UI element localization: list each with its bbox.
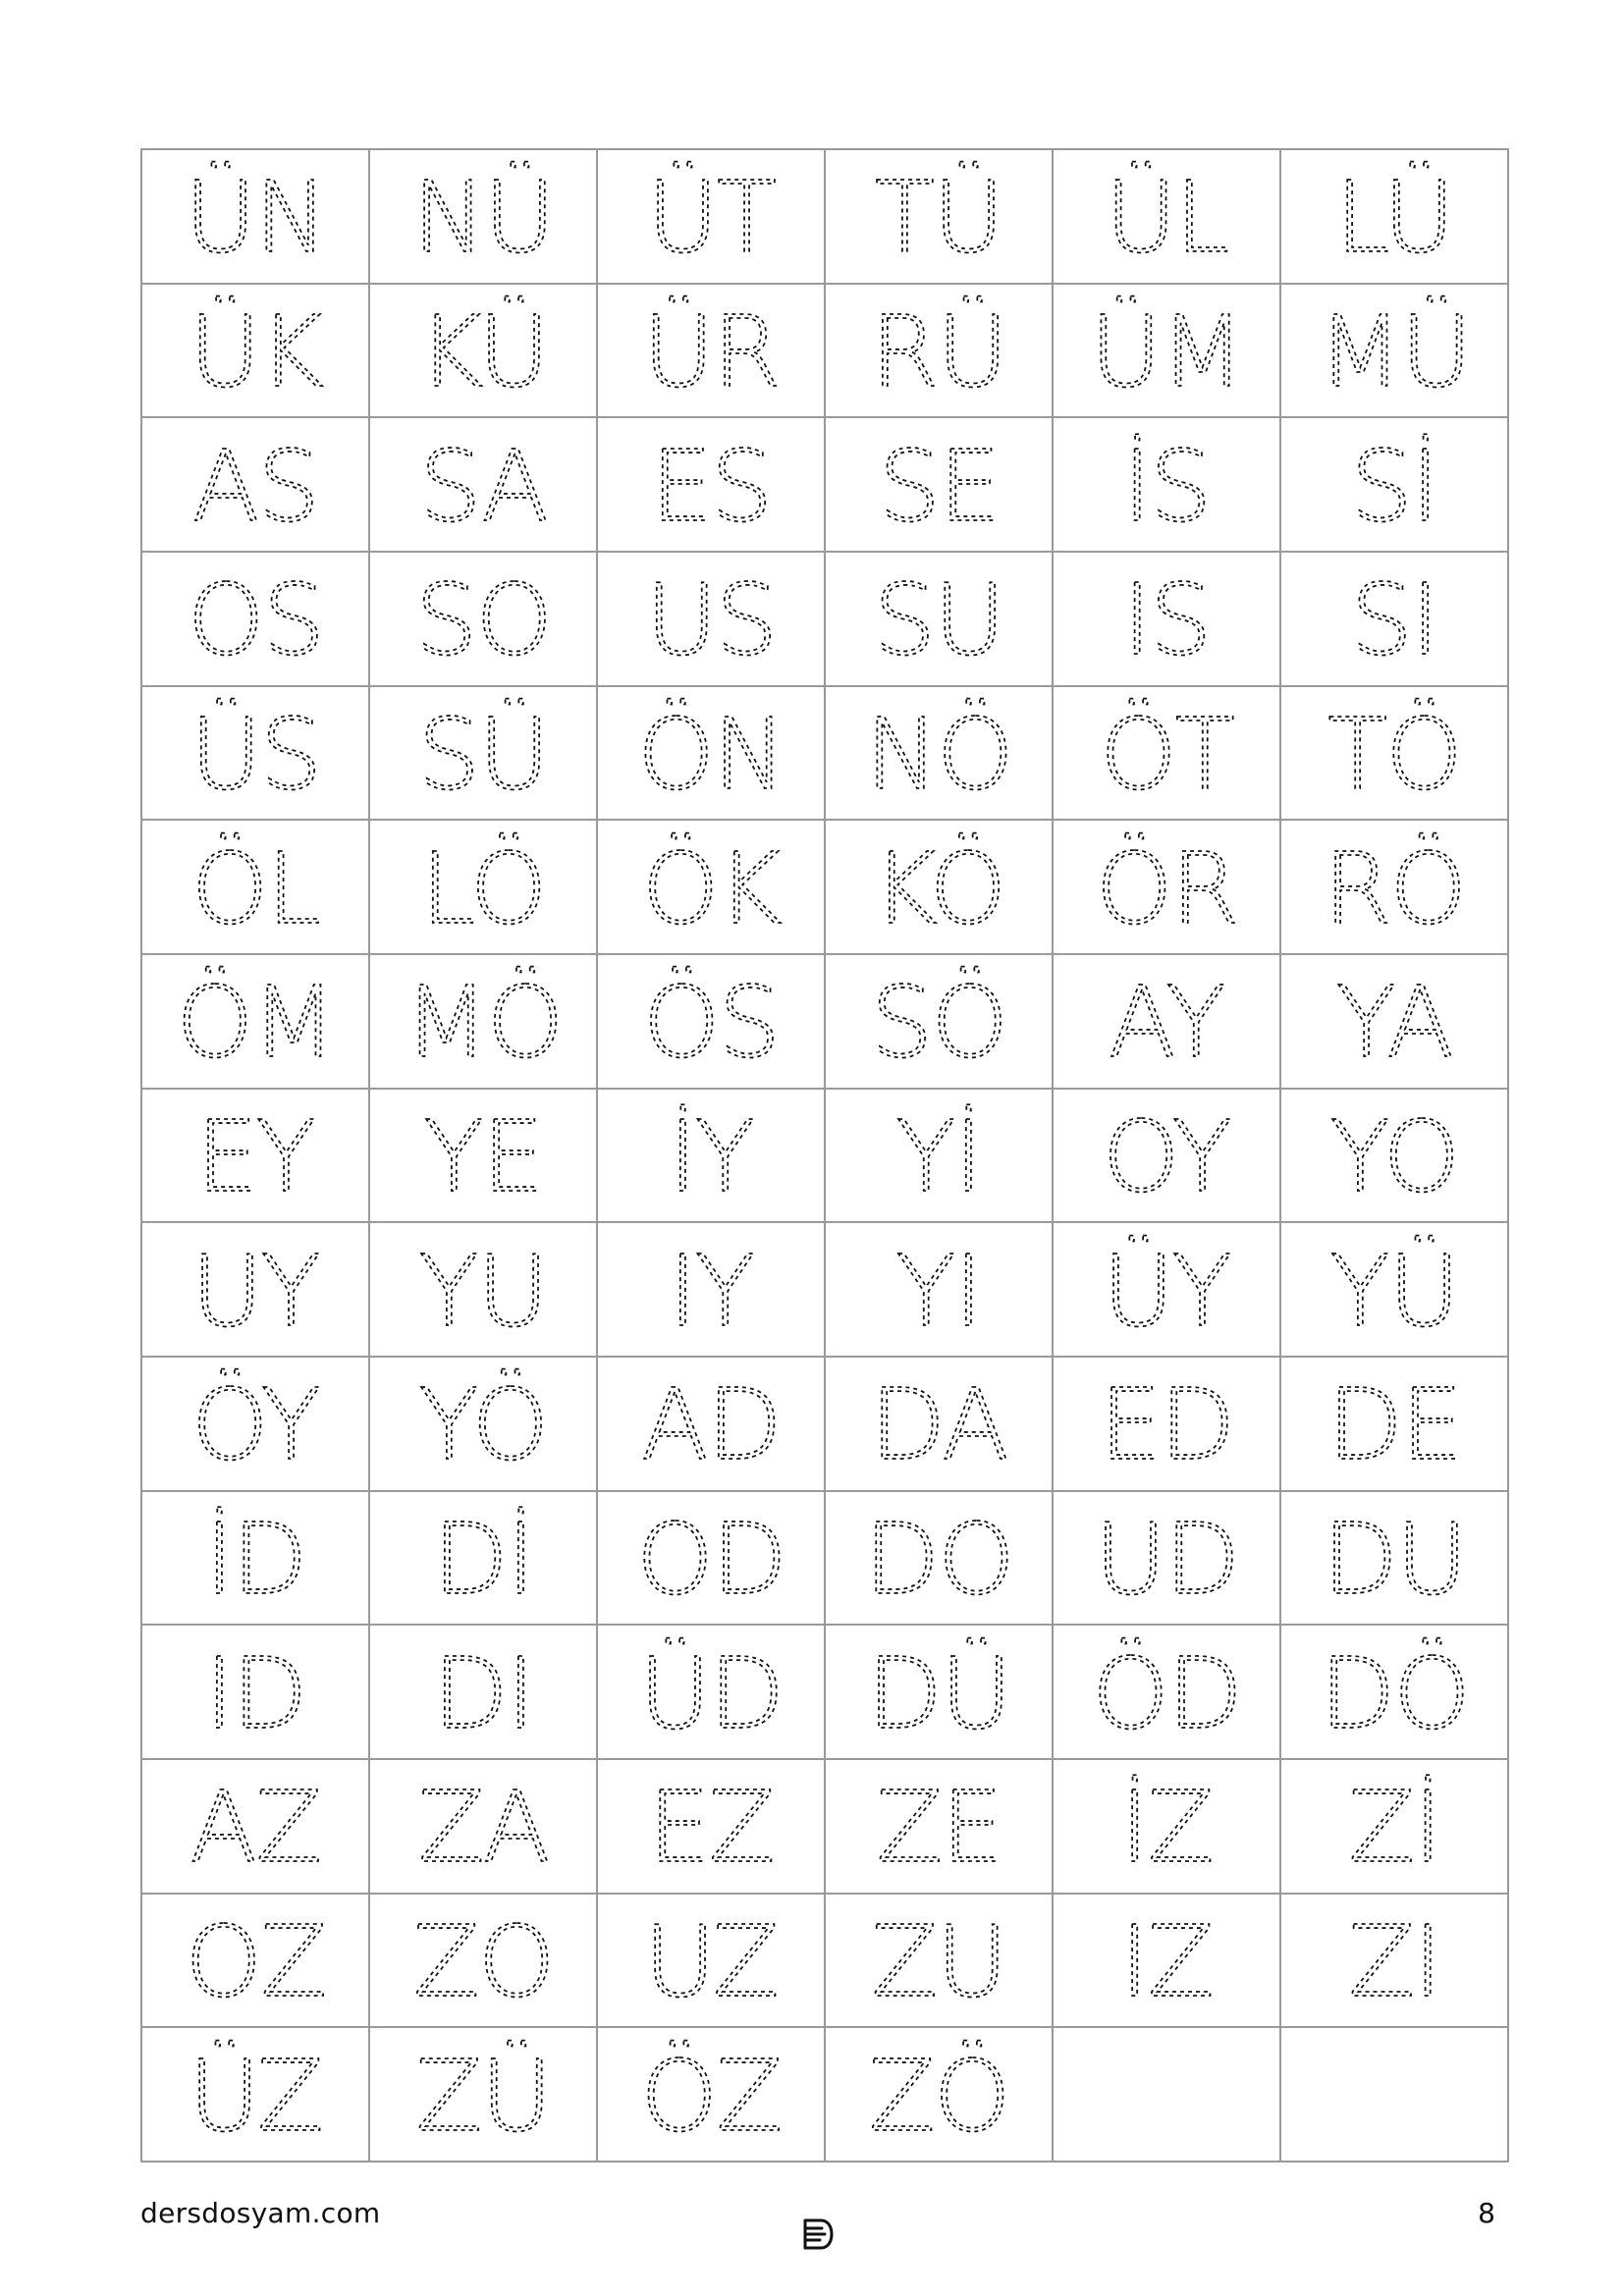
syllable-cell	[141, 284, 369, 418]
syllable-text: EY	[195, 1098, 315, 1214]
dotted-syllable	[1281, 419, 1507, 551]
syllable-cell	[825, 820, 1053, 954]
syllable-text: AS	[192, 428, 318, 544]
syllable-cell	[1280, 1625, 1508, 1759]
syllable-cell	[597, 820, 825, 954]
syllable-text: SA	[419, 428, 547, 544]
syllable-text: KÖ	[872, 830, 1005, 946]
syllable-cell	[597, 2027, 825, 2162]
syllable-cell	[369, 1357, 597, 1491]
dotted-syllable	[370, 285, 596, 416]
syllable-text: MÜ	[1318, 294, 1471, 409]
syllable-text: YA	[1336, 965, 1452, 1081]
syllable-text: IY	[668, 1233, 754, 1349]
syllable-cell	[369, 284, 597, 418]
syllable-cell	[369, 1625, 597, 1759]
dotted-syllable	[1054, 1358, 1279, 1489]
dotted-syllable	[370, 2029, 596, 2161]
syllable-text: ZÜ	[415, 2038, 551, 2154]
syllable-text: ÖR	[1095, 830, 1238, 946]
dotted-syllable	[826, 285, 1052, 416]
syllable-cell	[1053, 820, 1280, 954]
syllable-text: YO	[1329, 1098, 1459, 1214]
syllable-cell	[597, 417, 825, 552]
syllable-cell	[1053, 1491, 1280, 1626]
syllable-text: LÖ	[420, 830, 546, 946]
dotted-syllable	[826, 1492, 1052, 1624]
syllable-cell	[1053, 1222, 1280, 1357]
dotted-syllable	[1054, 687, 1279, 819]
syllable-text: İD	[204, 1501, 306, 1617]
syllable-text: İS	[1122, 428, 1211, 544]
syllable-text: İZ	[1120, 1770, 1213, 1886]
syllable-cell	[141, 417, 369, 552]
syllable-cell	[141, 820, 369, 954]
syllable-cell	[825, 417, 1053, 552]
syllable-cell	[1053, 1089, 1280, 1223]
dotted-syllable	[142, 1224, 368, 1356]
syllable-cell	[597, 552, 825, 686]
syllable-cell	[141, 1625, 369, 1759]
syllable-cell	[825, 1894, 1053, 2028]
empty-cell	[1053, 2027, 1280, 2162]
syllable-text: ÖK	[641, 830, 781, 946]
dotted-syllable	[142, 687, 368, 819]
dotted-syllable	[598, 822, 824, 953]
syllable-cell	[369, 1089, 597, 1223]
dotted-syllable	[1054, 955, 1279, 1087]
syllable-text: Dİ	[432, 1501, 534, 1617]
dotted-syllable	[1054, 419, 1279, 551]
syllable-text: DU	[1322, 1501, 1467, 1617]
syllable-cell	[597, 1491, 825, 1626]
syllable-cell	[597, 1625, 825, 1759]
syllable-cell	[1053, 149, 1280, 284]
syllable-cell	[141, 1089, 369, 1223]
syllable-text: ZE	[876, 1770, 1001, 1886]
dotted-syllable	[370, 1358, 596, 1489]
worksheet-row	[141, 1222, 1508, 1357]
dotted-syllable	[142, 553, 368, 684]
syllable-cell	[369, 417, 597, 552]
syllable-text: ÜS	[189, 696, 321, 812]
syllable-text: YÜ	[1329, 1233, 1459, 1349]
syllable-cell	[597, 1894, 825, 2028]
syllable-text: ÜK	[189, 294, 322, 409]
syllable-cell	[369, 2027, 597, 2162]
dotted-syllable	[598, 1627, 824, 1758]
syllable-cell	[369, 552, 597, 686]
dotted-syllable	[370, 419, 596, 551]
dotted-syllable	[598, 1224, 824, 1356]
worksheet-row	[141, 1625, 1508, 1759]
syllable-text: ÖM	[176, 965, 335, 1081]
syllable-text: ÜY	[1102, 1233, 1231, 1349]
syllable-cell	[141, 1894, 369, 2028]
dotted-syllable	[826, 2029, 1052, 2161]
worksheet-row	[141, 2027, 1508, 2162]
dotted-syllable	[1054, 822, 1279, 953]
syllable-text: IS	[1122, 562, 1211, 678]
dotted-syllable	[598, 1090, 824, 1221]
syllable-text: Zİ	[1348, 1770, 1440, 1886]
syllable-text: IZ	[1120, 1903, 1213, 2019]
syllable-cell	[1280, 1759, 1508, 1894]
dotted-syllable	[598, 419, 824, 551]
syllable-cell	[1053, 1759, 1280, 1894]
syllable-cell	[1053, 1894, 1280, 2028]
syllable-cell	[141, 1759, 369, 1894]
dotted-syllable	[598, 1358, 824, 1489]
syllable-text: OZ	[185, 1903, 326, 2019]
syllable-text: ZA	[417, 1770, 549, 1886]
syllable-cell	[597, 284, 825, 418]
dotted-syllable	[826, 553, 1052, 684]
syllable-text: UD	[1094, 1501, 1239, 1617]
syllable-text: ÖY	[190, 1367, 320, 1483]
syllable-cell	[1280, 284, 1508, 418]
syllable-cell	[597, 1759, 825, 1894]
dotted-syllable	[142, 822, 368, 953]
syllable-text: AY	[1109, 965, 1224, 1081]
syllable-cell	[1280, 1222, 1508, 1357]
dotted-syllable	[142, 1895, 368, 2026]
syllable-cell	[825, 2027, 1053, 2162]
syllable-text: ZI	[1348, 1903, 1440, 2019]
syllable-text: SÖ	[870, 965, 1007, 1081]
syllable-text: ÜD	[638, 1635, 784, 1751]
syllable-cell	[1280, 1894, 1508, 2028]
dotted-syllable	[370, 150, 596, 282]
syllable-text: ZO	[412, 1903, 554, 2019]
dotted-syllable	[370, 1627, 596, 1758]
syllable-cell	[1053, 686, 1280, 821]
syllable-text: RÜ	[870, 294, 1007, 409]
dotted-syllable	[1281, 1358, 1507, 1489]
dotted-syllable	[370, 687, 596, 819]
syllable-cell	[369, 1759, 597, 1894]
syllable-cell	[1053, 1357, 1280, 1491]
syllable-cell	[141, 1491, 369, 1626]
empty-cell	[1280, 2027, 1508, 2162]
syllable-cell	[1053, 284, 1280, 418]
syllable-text: OD	[636, 1501, 785, 1617]
dotted-syllable	[826, 419, 1052, 551]
syllable-cell	[369, 686, 597, 821]
dotted-syllable	[1054, 1090, 1279, 1221]
dotted-syllable	[1281, 150, 1507, 282]
page-number: 8	[1478, 2197, 1495, 2229]
dotted-syllable	[598, 2029, 824, 2161]
worksheet-row	[141, 954, 1508, 1089]
syllable-cell	[825, 284, 1053, 418]
dotted-syllable	[142, 2029, 368, 2161]
dotted-syllable	[142, 1760, 368, 1892]
dotted-syllable	[1281, 1224, 1507, 1356]
dotted-syllable	[370, 955, 596, 1087]
syllable-cell	[825, 552, 1053, 686]
dotted-syllable	[1054, 1895, 1279, 2026]
worksheet-row	[141, 1894, 1508, 2028]
syllable-text: DI	[432, 1635, 534, 1751]
syllable-text: DA	[870, 1367, 1007, 1483]
dotted-syllable	[142, 1090, 368, 1221]
dotted-syllable	[598, 150, 824, 282]
syllable-cell	[369, 1222, 597, 1357]
dotted-syllable	[370, 553, 596, 684]
syllable-text: YÖ	[418, 1367, 548, 1483]
syllable-text: SÜ	[417, 696, 549, 812]
syllable-cell	[597, 954, 825, 1089]
dotted-syllable	[826, 1090, 1052, 1221]
footer-site-name: dersdosyam.com	[140, 2197, 381, 2229]
syllable-cell	[141, 1357, 369, 1491]
syllable-cell	[825, 1759, 1053, 1894]
dotted-syllable	[826, 1627, 1052, 1758]
dotted-syllable	[826, 150, 1052, 282]
worksheet-row	[141, 686, 1508, 821]
syllable-text: ÜN	[185, 160, 326, 276]
syllable-cell	[141, 552, 369, 686]
dotted-syllable	[598, 1492, 824, 1624]
syllable-text: NÖ	[865, 696, 1012, 812]
dotted-syllable	[1281, 1492, 1507, 1624]
dotted-syllable	[598, 1760, 824, 1892]
worksheet-row	[141, 149, 1508, 284]
grid-body	[141, 149, 1508, 2162]
worksheet-row	[141, 1491, 1508, 1626]
dotted-syllable	[1054, 553, 1279, 684]
syllable-cell	[597, 686, 825, 821]
syllable-cell	[369, 820, 597, 954]
dotted-syllable	[142, 419, 368, 551]
syllable-text: ÖS	[642, 965, 780, 1081]
dotted-syllable	[370, 822, 596, 953]
syllable-text: DO	[864, 1501, 1013, 1617]
syllable-text: SU	[873, 562, 1004, 678]
syllable-text: NÜ	[412, 160, 554, 276]
syllable-cell	[1280, 417, 1508, 552]
dotted-syllable	[826, 955, 1052, 1087]
syllable-text: DE	[1326, 1367, 1462, 1483]
syllable-cell	[1280, 149, 1508, 284]
syllable-text: ED	[1099, 1367, 1234, 1483]
syllable-cell	[825, 1089, 1053, 1223]
syllable-cell	[825, 149, 1053, 284]
dotted-syllable	[142, 955, 368, 1087]
dotted-syllable	[142, 1492, 368, 1624]
dotted-syllable	[142, 1358, 368, 1489]
syllable-text: Sİ	[1350, 428, 1438, 544]
dotted-syllable	[598, 285, 824, 416]
syllable-cell	[1280, 552, 1508, 686]
syllable-cell	[1053, 552, 1280, 686]
syllable-text: ÖL	[190, 830, 320, 946]
syllable-text: ÜR	[642, 294, 780, 409]
dotted-syllable	[1054, 1627, 1279, 1758]
dotted-syllable	[370, 1760, 596, 1892]
worksheet-row	[141, 552, 1508, 686]
syllable-text: ÖN	[637, 696, 785, 812]
syllable-text: ÜZ	[189, 2038, 322, 2154]
syllable-cell	[141, 686, 369, 821]
syllable-text: MÖ	[404, 965, 563, 1081]
syllable-cell	[825, 954, 1053, 1089]
syllable-cell	[1280, 1357, 1508, 1491]
dotted-syllable	[1281, 687, 1507, 819]
syllable-text: UZ	[644, 1903, 778, 2019]
syllable-cell	[825, 1222, 1053, 1357]
syllable-cell	[597, 1357, 825, 1491]
syllable-text: ZÖ	[868, 2038, 1009, 2154]
dotted-syllable	[1281, 553, 1507, 684]
syllable-cell	[597, 1222, 825, 1357]
dotted-syllable	[1281, 1895, 1507, 2026]
syllable-text: LÜ	[1335, 160, 1453, 276]
document-lines-icon	[797, 2215, 837, 2254]
worksheet-row	[141, 820, 1508, 954]
syllable-text: ES	[650, 428, 772, 544]
dotted-syllable	[598, 687, 824, 819]
syllable-cell	[369, 149, 597, 284]
dotted-syllable	[1054, 150, 1279, 282]
dotted-syllable	[1281, 285, 1507, 416]
worksheet-row	[141, 1357, 1508, 1491]
dotted-syllable	[142, 285, 368, 416]
syllable-cell	[1053, 417, 1280, 552]
syllable-cell	[141, 1222, 369, 1357]
syllable-text: Yİ	[895, 1098, 982, 1214]
syllable-text: ÜT	[646, 160, 776, 276]
syllable-text: DÖ	[1320, 1635, 1469, 1751]
syllable-cell	[597, 1089, 825, 1223]
syllable-text: EZ	[648, 1770, 774, 1886]
syllable-cell	[369, 954, 597, 1089]
dotted-syllable	[1054, 1760, 1279, 1892]
dotted-syllable	[1281, 822, 1507, 953]
syllable-text: ÖZ	[640, 2038, 782, 2154]
syllable-text: ID	[204, 1635, 306, 1751]
dotted-syllable	[826, 1358, 1052, 1489]
dotted-syllable	[370, 1895, 596, 2026]
syllable-cell	[597, 149, 825, 284]
syllable-cell	[141, 954, 369, 1089]
syllable-text: SO	[414, 562, 552, 678]
dotted-syllable	[1054, 285, 1279, 416]
syllable-cell	[1280, 820, 1508, 954]
dotted-syllable	[826, 1760, 1052, 1892]
syllable-text: DÜ	[866, 1635, 1011, 1751]
dotted-syllable	[826, 1224, 1052, 1356]
syllable-text: TÜ	[874, 160, 1003, 276]
syllable-cell	[369, 1894, 597, 2028]
syllable-cell	[1053, 954, 1280, 1089]
syllable-cell	[1280, 686, 1508, 821]
dotted-syllable	[370, 1090, 596, 1221]
dotted-syllable	[1281, 1090, 1507, 1221]
syllable-text: ÜL	[1105, 160, 1228, 276]
syllable-cell	[1280, 1491, 1508, 1626]
dotted-syllable	[1281, 1760, 1507, 1892]
syllable-text: OS	[187, 562, 324, 678]
syllable-text: ÜM	[1090, 294, 1243, 409]
syllable-text: SE	[878, 428, 1000, 544]
worksheet-row	[141, 284, 1508, 418]
dotted-syllable	[1281, 955, 1507, 1087]
syllable-cell	[1280, 1089, 1508, 1223]
syllable-cell	[369, 1491, 597, 1626]
syllable-text: SI	[1350, 562, 1438, 678]
syllable-cell	[141, 2027, 369, 2162]
dotted-syllable	[826, 687, 1052, 819]
dotted-syllable	[142, 150, 368, 282]
dotted-syllable	[826, 822, 1052, 953]
worksheet-row	[141, 1089, 1508, 1223]
syllable-text: AZ	[189, 1770, 321, 1886]
tracing-worksheet-grid	[140, 148, 1509, 2163]
syllable-cell	[1053, 1625, 1280, 1759]
syllable-text: AD	[641, 1367, 781, 1483]
syllable-text: UY	[190, 1233, 320, 1349]
syllable-cell	[141, 149, 369, 284]
worksheet-row	[141, 417, 1508, 552]
dotted-syllable	[370, 1492, 596, 1624]
syllable-text: OY	[1102, 1098, 1231, 1214]
dotted-syllable	[1054, 1224, 1279, 1356]
syllable-text: YI	[895, 1233, 982, 1349]
dotted-syllable	[370, 1224, 596, 1356]
syllable-cell	[825, 1625, 1053, 1759]
syllable-text: ÖD	[1092, 1635, 1241, 1751]
syllable-text: İY	[668, 1098, 754, 1214]
syllable-text: ÖT	[1100, 696, 1233, 812]
dotted-syllable	[598, 553, 824, 684]
syllable-text: KÜ	[417, 294, 549, 409]
dotted-syllable	[1054, 1492, 1279, 1624]
syllable-text: RÖ	[1323, 830, 1466, 946]
dotted-syllable	[598, 1895, 824, 2026]
dotted-syllable	[142, 1627, 368, 1758]
worksheet-row	[141, 1759, 1508, 1894]
syllable-cell	[825, 686, 1053, 821]
dotted-syllable	[1281, 1627, 1507, 1758]
dotted-syllable	[598, 955, 824, 1087]
dotted-syllable	[826, 1895, 1052, 2026]
syllable-text: TÖ	[1327, 696, 1461, 812]
syllable-text: YE	[423, 1098, 543, 1214]
syllable-cell	[1280, 954, 1508, 1089]
syllable-cell	[825, 1357, 1053, 1491]
syllable-text: US	[645, 562, 777, 678]
syllable-cell	[825, 1491, 1053, 1626]
syllable-text: ZU	[871, 1903, 1006, 2019]
syllable-text: YU	[418, 1233, 548, 1349]
